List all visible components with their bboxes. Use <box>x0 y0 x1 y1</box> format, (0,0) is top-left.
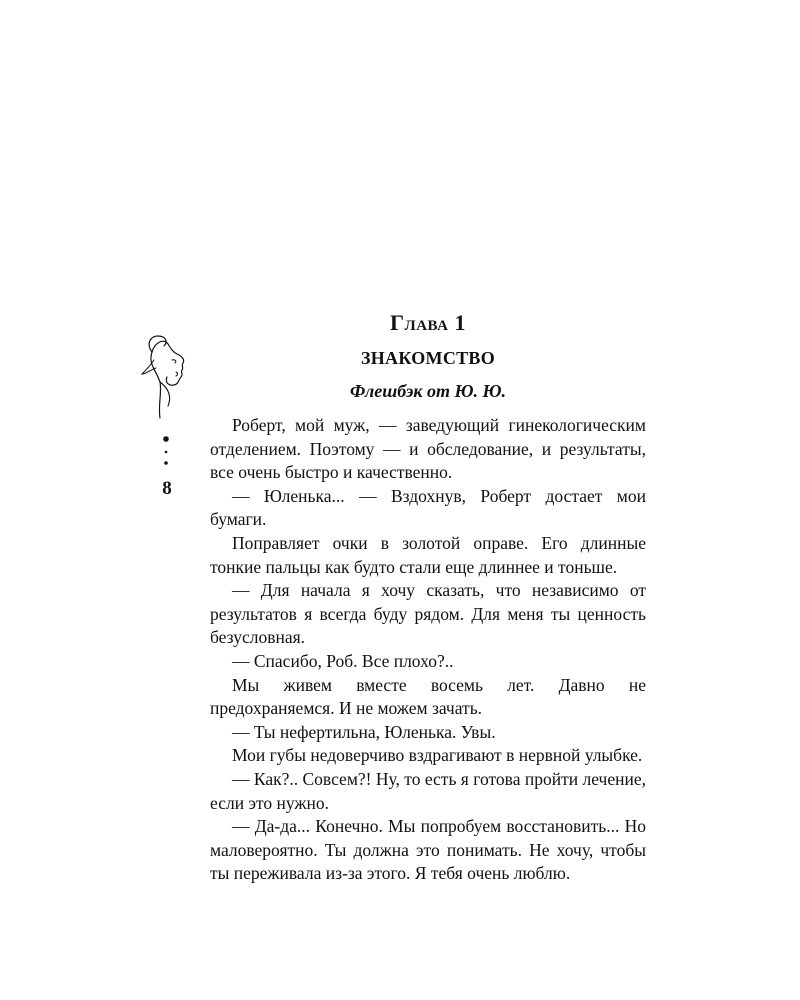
paragraph: — Да-да... Конечно. Мы попробуем восстановить... Но маловероятно. Ты должна это понимать. Не хочу, чтобы ты переживала из-за этого. Я тебя очень люблю. <box>210 816 646 884</box>
chapter-number: Глава 1 <box>390 310 466 335</box>
paragraph: Мои губы недоверчиво вздрагивают в нервной улыбке. <box>232 745 643 766</box>
paragraph: — Для начала я хочу сказать, что независимо от результатов я всегда буду рядом. Для меня ты ценность безусловная. <box>210 580 646 648</box>
paragraph: — Юленька... — Вздохнув, Роберт достает мои бумаги. <box>210 485 646 530</box>
paragraph: — Спасибо, Роб. Все плохо?.. <box>232 650 454 671</box>
chapter-subtitle: Флешбэк от Ю. Ю. <box>349 381 507 401</box>
paragraph: — Как?.. Совсем?! Ну, то есть я готова пройти лечение, если это нужно. <box>210 768 646 813</box>
page-number: 8 <box>162 478 172 499</box>
paragraph: Роберт, мой муж, — заведующий гинекологическим отделением. Поэтому — и обследование, и результаты, все очень быстро и качественно. <box>210 415 646 483</box>
paragraph: Мы живем вместе восемь лет. Давно не предохраняемся. И не можем зачать. <box>210 674 646 719</box>
face-profile-line-art-icon <box>138 330 198 425</box>
chapter-title: ЗНАКОМСТВО <box>360 348 496 368</box>
body-text <box>210 414 646 886</box>
paragraph: — Ты нефертильна, Юленька. Увы. <box>232 721 496 742</box>
paragraph: Поправляет очки в золотой оправе. Его длинные тонкие пальцы как будто стали еще длиннее и тоньше. <box>210 532 646 577</box>
three-dots-ornament-icon <box>158 434 174 470</box>
chapter-heading <box>210 305 646 407</box>
